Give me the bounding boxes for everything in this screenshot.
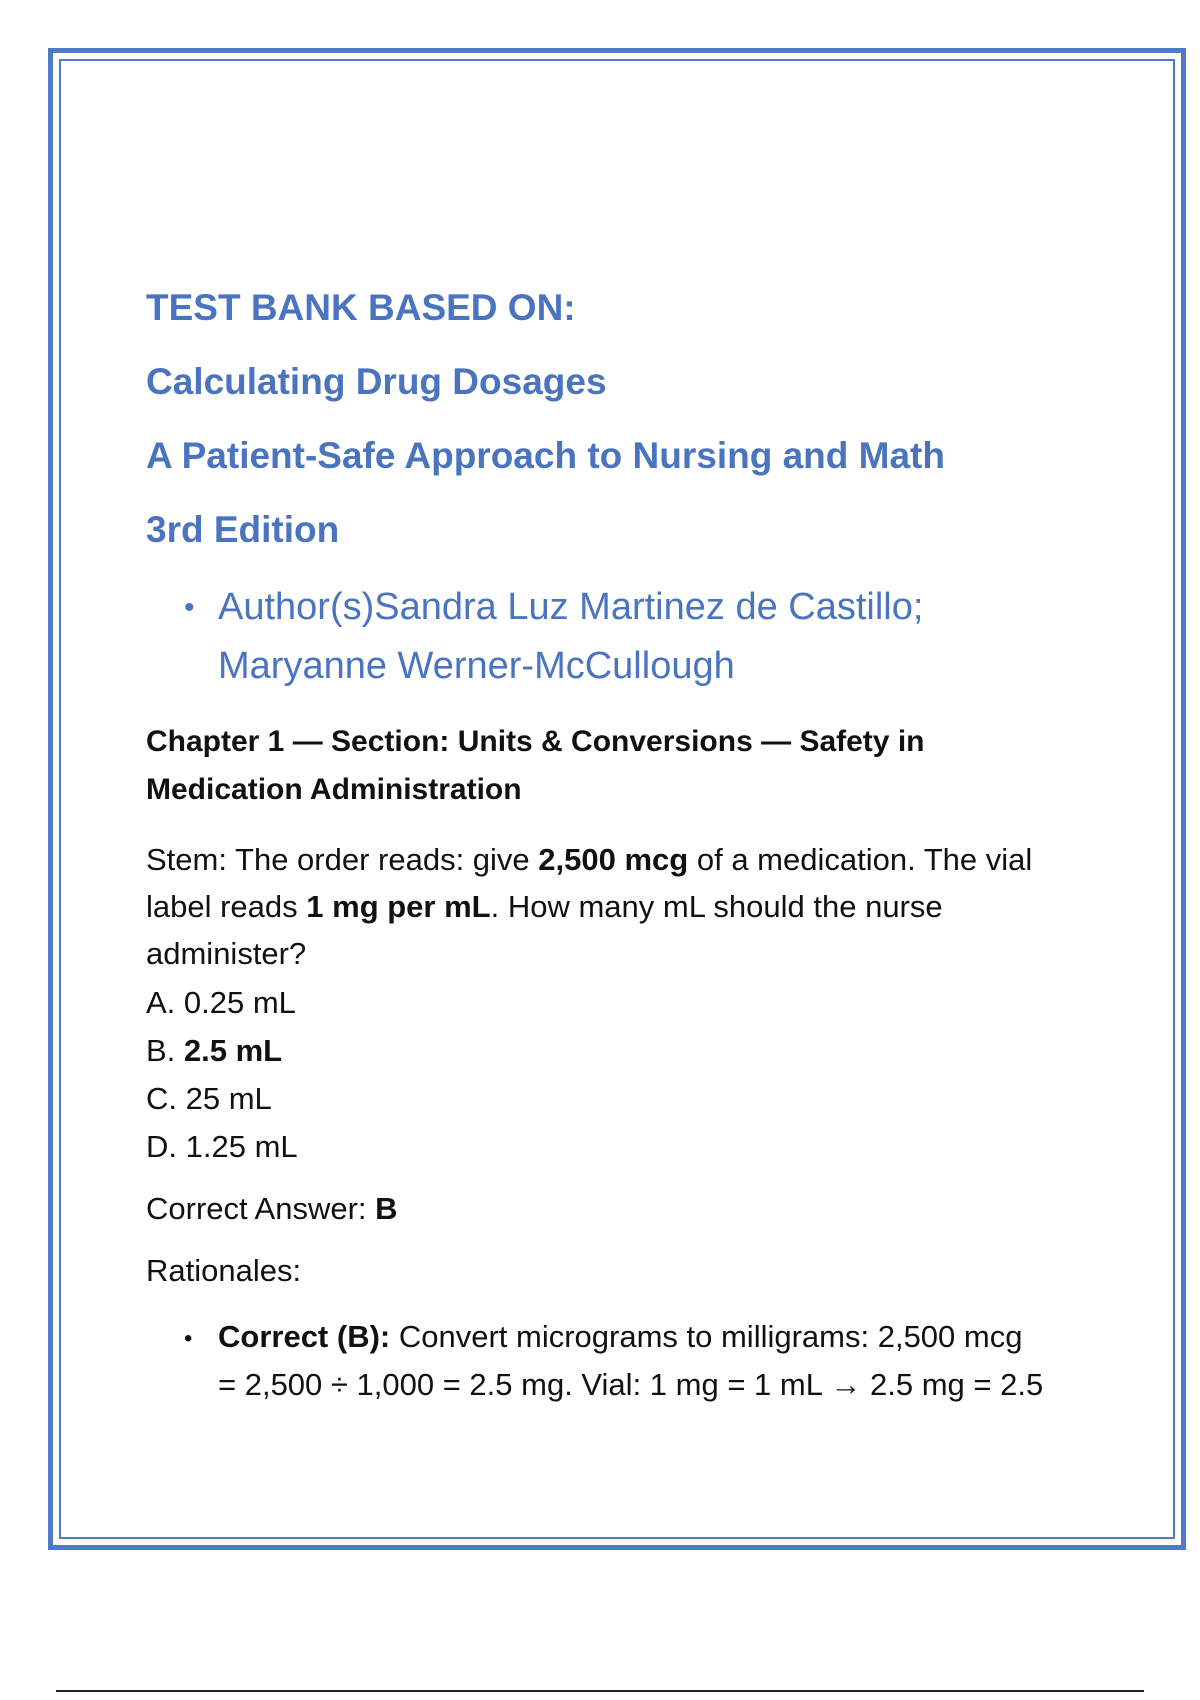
correct-answer-label: Correct Answer: xyxy=(146,1191,376,1226)
authors-list-item xyxy=(146,578,1106,696)
author-line-2: Maryanne Werner-McCullough xyxy=(218,645,735,687)
option-letter: B. xyxy=(146,1033,184,1068)
option-a xyxy=(146,979,1106,1027)
title-line-book: Calculating Drug Dosages xyxy=(146,361,607,402)
option-c xyxy=(146,1075,1106,1123)
option-letter: C. xyxy=(146,1081,186,1116)
stem-line-2 xyxy=(146,883,1106,930)
chapter-heading xyxy=(146,718,1106,814)
correct-answer-value: B xyxy=(375,1191,398,1226)
rationale-line-1 xyxy=(218,1313,1106,1361)
stem-text: label reads xyxy=(146,889,307,924)
stem-text: . How many mL should the nurse xyxy=(490,889,943,924)
question-stem xyxy=(146,836,1106,977)
stem-dose: 2,500 mcg xyxy=(538,842,689,877)
option-letter: D. xyxy=(146,1129,186,1164)
title-line-subtitle: A Patient-Safe Approach to Nursing and Math xyxy=(146,435,945,476)
option-letter: A. xyxy=(146,985,184,1020)
stem-line-3: administer? xyxy=(146,936,307,971)
bullet-icon: • xyxy=(184,591,195,624)
stem-text: of a medication. The vial xyxy=(688,842,1033,877)
stem-text: Stem: The order reads: give xyxy=(146,842,539,877)
option-text: 25 mL xyxy=(185,1081,272,1116)
rationale-item xyxy=(146,1313,1106,1409)
stem-line-1 xyxy=(146,836,1106,883)
rationale-text: Convert micrograms to milligrams: 2,500 mcg xyxy=(390,1319,1023,1354)
chapter-line-2: Medication Administration xyxy=(146,773,522,806)
footer-divider xyxy=(56,1690,1144,1692)
rationale-line-2: = 2,500 ÷ 1,000 = 2.5 mg. Vial: 1 mg = 1 mL → 2.5 mg = 2.5 xyxy=(218,1367,1044,1402)
author-line-1: Author(s)Sandra Luz Martinez de Castillo; xyxy=(218,586,924,628)
option-text: 1.25 mL xyxy=(185,1129,298,1164)
rationales-heading: Rationales: xyxy=(146,1253,302,1288)
bullet-icon: • xyxy=(184,1325,193,1352)
option-b xyxy=(146,1027,1106,1075)
correct-answer xyxy=(146,1185,1106,1233)
rationale-label: Correct (B): xyxy=(218,1319,391,1354)
option-d xyxy=(146,1123,1106,1171)
document-content xyxy=(146,286,1106,1409)
title-line-edition: 3rd Edition xyxy=(146,509,340,550)
answer-options xyxy=(146,979,1106,1171)
option-text: 2.5 mL xyxy=(183,1033,283,1068)
chapter-line-1: Chapter 1 — Section: Units & Conversions — Safety in xyxy=(146,725,925,758)
title-line-test-bank: TEST BANK BASED ON: xyxy=(146,287,576,328)
stem-concentration: 1 mg per mL xyxy=(306,889,491,924)
option-text: 0.25 mL xyxy=(183,985,296,1020)
